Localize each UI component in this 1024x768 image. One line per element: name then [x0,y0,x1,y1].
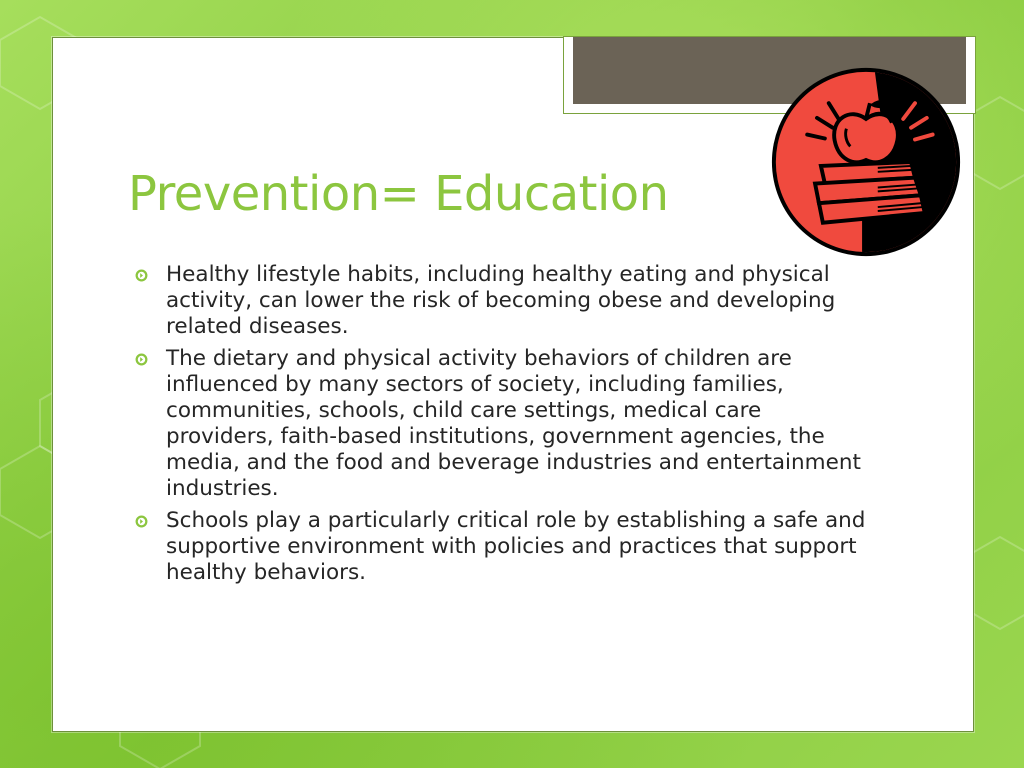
bullet-item [135,262,875,340]
bullet-item [135,346,875,502]
circle-arrow-bullet-icon [135,353,148,366]
bullet-text: The dietary and physical activity behaviors of children are influenced by many sectors of society, including families, communities, schools, child care settings, medical care providers, faith-based institutions, government agencies, the media, and the food and beverage industries and entertainment industries. [166,346,861,501]
bullet-text: Healthy lifestyle habits, including healthy eating and physical activity, can lower the risk of becoming obese and developing related diseases. [166,262,836,339]
circle-arrow-bullet-icon [135,269,148,282]
bullet-list [135,262,875,592]
bullet-item [135,508,875,586]
circle-arrow-bullet-icon [135,515,148,528]
slide-title: Prevention= Education [128,166,669,222]
apple-on-books-icon [768,64,964,260]
bullet-text: Schools play a particularly critical role by establishing a safe and supportive environment with policies and practices that support healthy behaviors. [166,508,866,585]
